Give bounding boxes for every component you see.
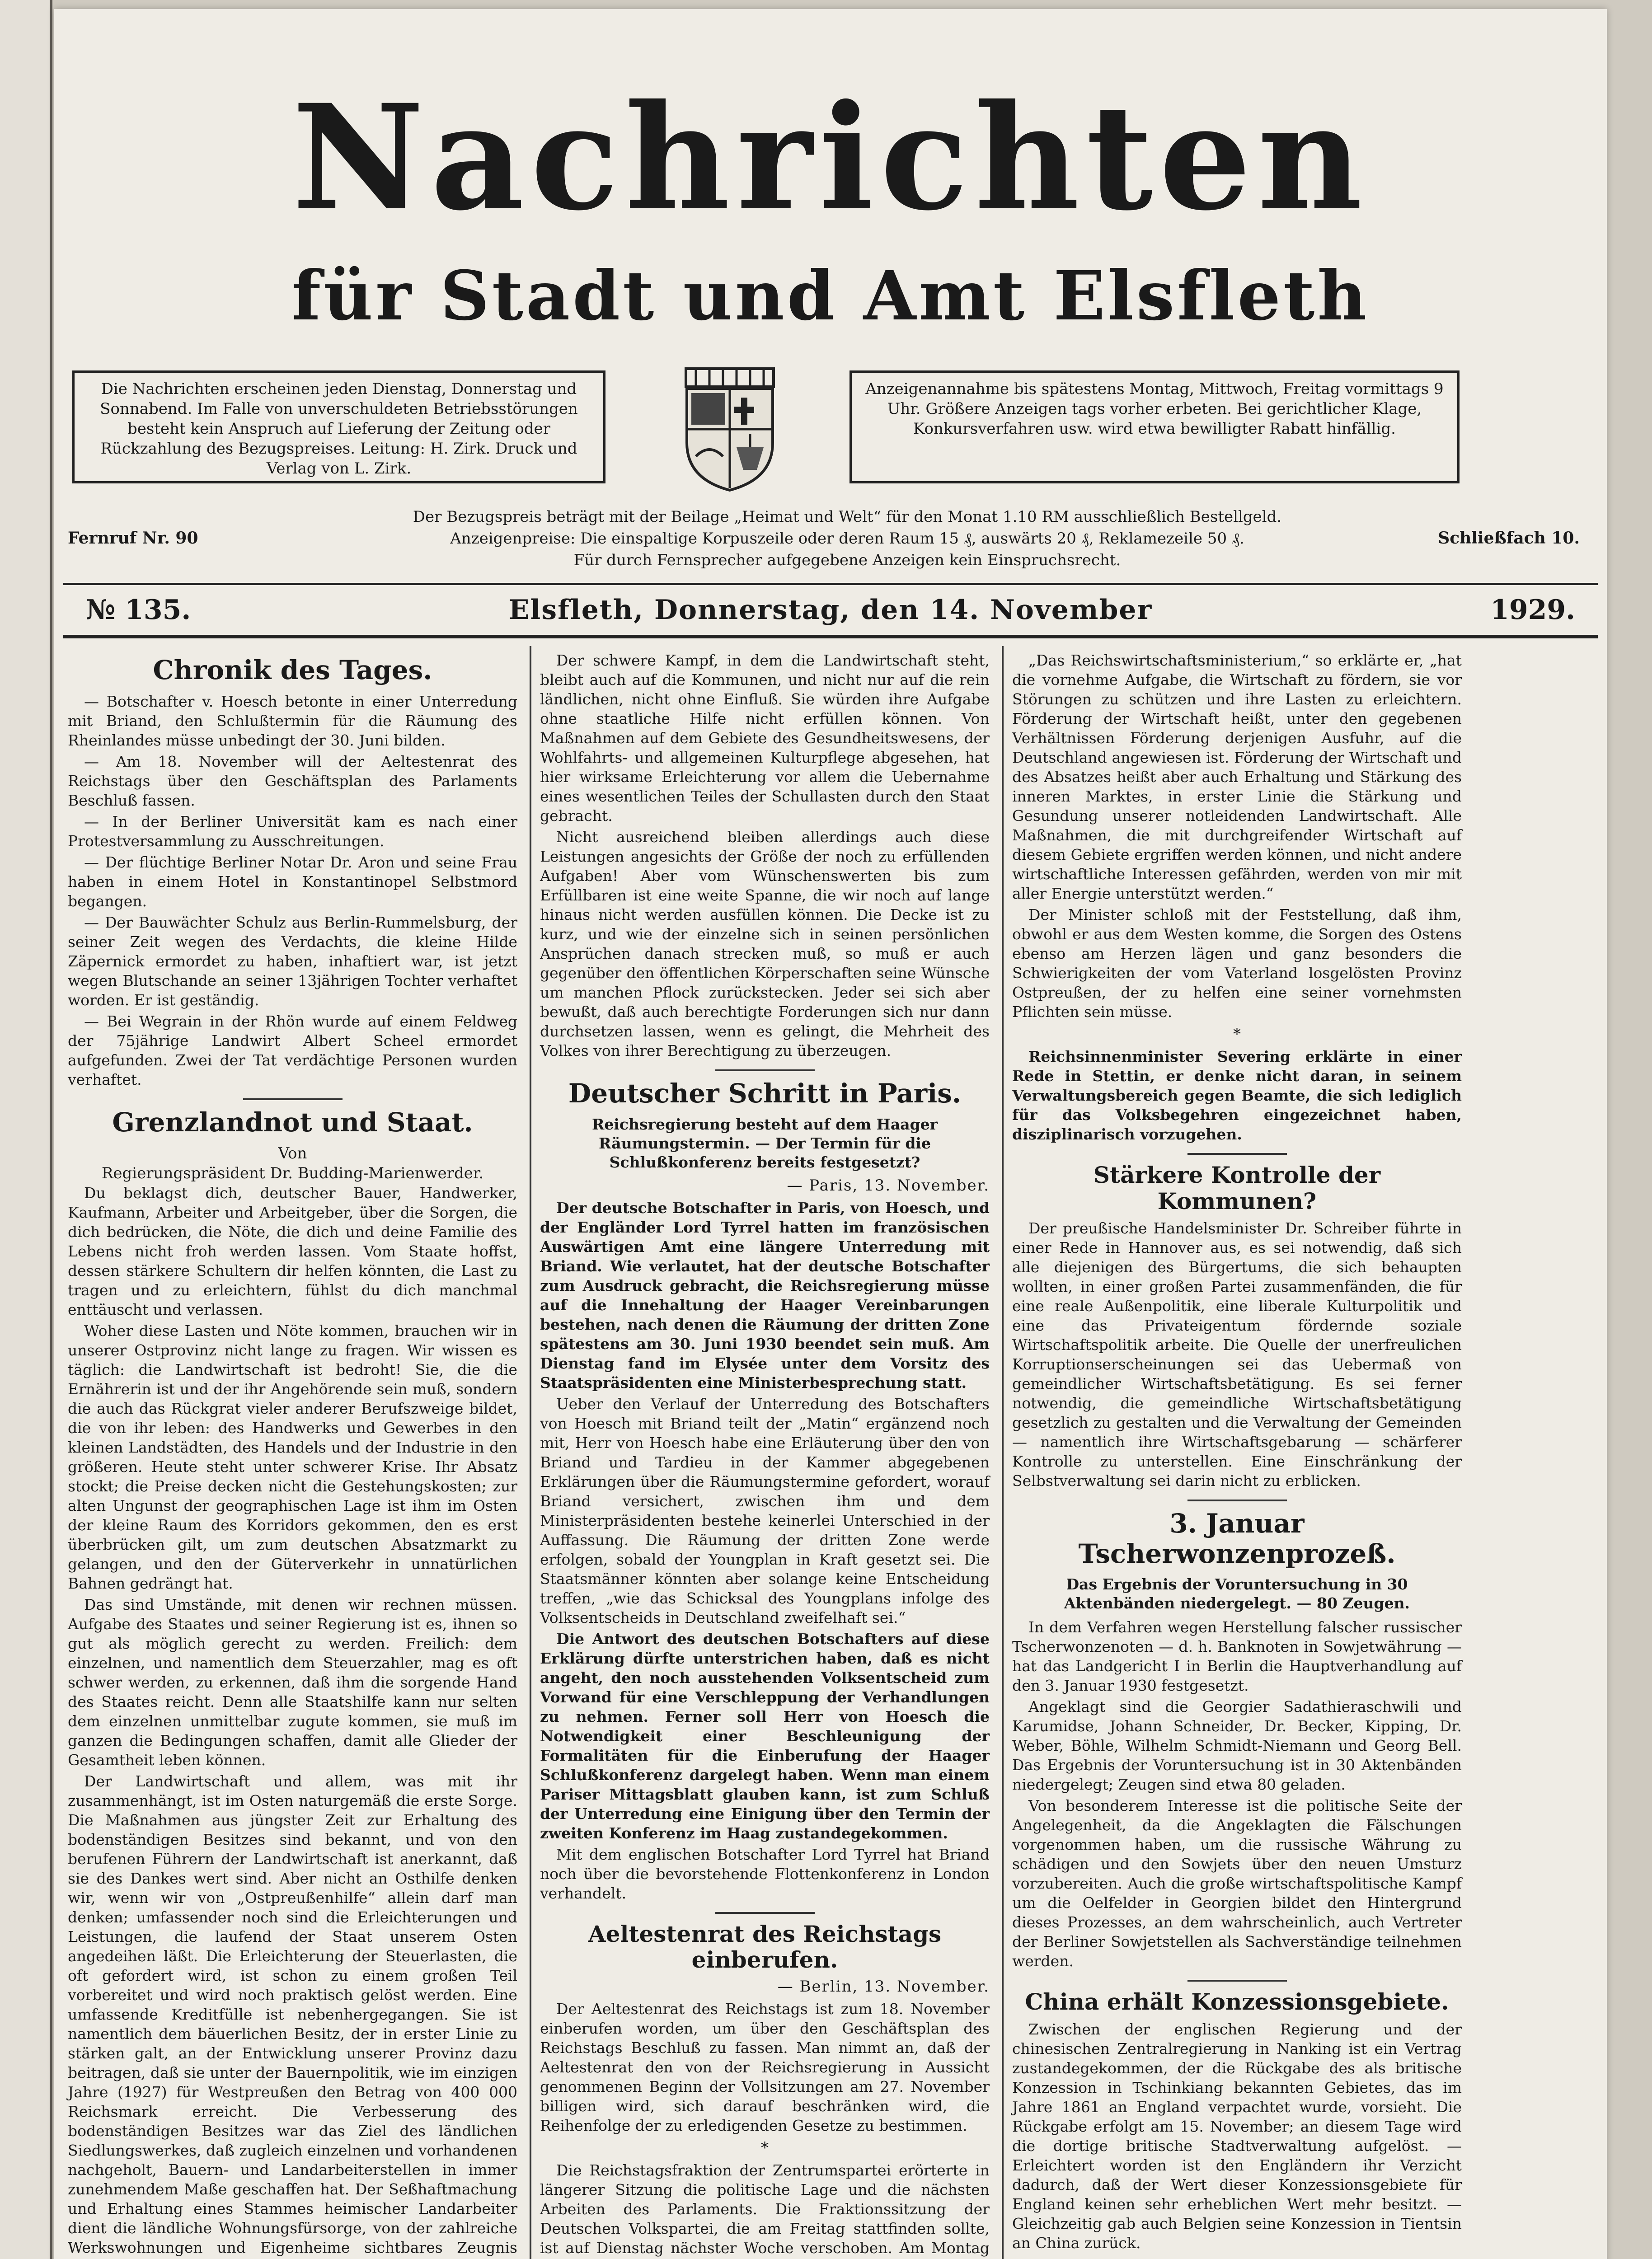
article-paragraph: In dem Verfahren wegen Herstellung falscher russischer Tscherwonzenoten — d. h. Banknoten in Sowjetwährung — hat das Landgericht I in Berlin die Hauptverhandlung auf den 3. Januar 1930 festgesetzt.	[1012, 1618, 1462, 1695]
article-dateline: — Berlin, 13. November.	[777, 1977, 990, 1996]
section-divider	[1187, 1980, 1287, 1982]
adjacent-page-edge	[0, 0, 52, 2259]
column-1	[68, 651, 517, 2259]
article-paragraph: Nicht ausreichend bleiben allerdings auch diese Leistungen angesichts der Größe der noch zu erfüllenden Aufgaben! Aber vom Wünschenswerten bis zum Erfüllbaren ist eine weite Spanne, die wir noch auf lange hinaus nicht werden ausfüllen können. Die Decke ist zu kurz, und wie der einzelne sich in seinen persönlichen Ansprüchen danach strecken muß, so muß er auch gegenüber den öffentlichen Körperschaften seine Wünsche um manchen Pflock zurückstecken. Jeder sei sich aber bewußt, daß auch berechtigte Forderungen sich nur dann durchsetzen lassen, wenn es gelingt, die Mehrheit des Volkes von ihrer Berechtigung zu überzeugen.	[540, 828, 990, 1059]
news-item: — Der flüchtige Berliner Notar Dr. Aron und seine Frau haben in einem Hotel in Konstantinopel Selbstmord begangen.	[68, 853, 517, 910]
article-paragraph: Zwischen der englischen Regierung und der chinesischen Zentralregierung in Nanking ist ein Vertrag zustandegekommen, der die Rückgabe des als britische Konzession in Tschinkiang bekannten Gebietes, das im Jahre 1861 an England verpachtet wurde, vorsieht. Die Rückgabe erfolgt am 15. November; an diesem Tage wird die dortige britische Stadtverwaltung aufgelöst. — Erleichtert worden ist den Engländern ihr Verzicht dadurch, daß der Wert dieser Konzessionsgebiete für England keinen sehr erheblichen Wert mehr besitzt. — Gleichzeitig gab auch Belgien seine Konzession in Tientsin an China zurück.	[1012, 2020, 1462, 2252]
article-paragraph: Woher diese Lasten und Nöte kommen, brauchen wir in unserer Ostprovinz nicht lange zu fragen. Wir wissen es täglich: die Landwirtschaft ist bedroht! Sie, die die Ernährerin ist und der ihr Angehörende sein muß, sondern die auch das Rückgrat vieler anderer Berufszweige bildet, die von ihr leben: des Handwerks und Gewerbes in den kleinen Landstädten, des Handels und der Industrie in den größeren. Heute steht unter schwerer Krise. Ihr Absatz stockt; die Preise decken nicht die Gestehungskosten; zur alten Ungunst der geographischen Lage ist ihm im Osten der kleine Raum des Korridors gekommen, den es erst überbrücken gilt, um zum deutschen Absatzmarkt zu gelangen, und den der Güterverkehr in unnatürlichen Bahnen gedrängt hat.	[68, 1322, 517, 1593]
publication-info-box: Die Nachrichten erscheinen jeden Dienstag, Donnerstag und Sonnabend. Im Falle von unverschuldeten Betriebsstörungen besteht kein Anspruch auf Lieferung der Zeitung oder Rückzahlung des Bezugspreises. Leitung: H. Zirk. Druck und Verlag von L. Zirk.	[72, 370, 605, 483]
article-paragraph: Die Reichstagsfraktion der Zentrumspartei erörterte in längerer Sitzung die politische Lage und die nächsten Arbeiten des Parlaments. Die Fraktionssitzung der Deutschen Volkspartei, die am Freitag stattfinden sollte, ist auf Dienstag nächster Woche verschoben. Am Montag	[540, 2161, 990, 2257]
issue-number: № 135.	[86, 594, 191, 626]
separator-star: *	[761, 2138, 769, 2157]
po-box: Schließfach 10.	[1438, 529, 1580, 548]
news-item: — Botschafter v. Hoesch betonte in einer Unterredung mit Briand, den Schlußtermin für die Räumung des Rheinlandes müsse unbedingt der 30. Juni bilden.	[68, 692, 517, 749]
issue-date: Elsfleth, Donnerstag, den 14. November	[508, 594, 1153, 626]
subscription-line: Der Bezugspreis beträgt mit der Beilage „Heimat und Welt“ für den Monat 1.10 RM ausschließlich Bestellgeld.	[413, 508, 1282, 526]
column-3	[1012, 651, 1462, 2259]
section-divider	[1187, 1153, 1287, 1155]
section-divider	[715, 1912, 815, 1914]
article-paragraph: Von besonderem Interesse ist die politische Seite der Angelegenheit, da die Angeklagten die Fälschungen vorgenommen haben, um die russische Währung zu schädigen und den Sowjets über den neuen Umsturz vorzubereiten. Auch die große wirtschaftspolitische Kampf um die Oelfelder in Georgien bildet den Hintergrund dieses Prozesses, an dem wahrscheinlich, auch Vertreter der Berliner Sowjetstellen als Sachverständige teilnehmen werden.	[1012, 1797, 1462, 1970]
news-item: — Der Bauwächter Schulz aus Berlin-Rummelsburg, der seiner Zeit wegen des Verdachts, die kleine Hilde Zäpernick ermordet zu haben, inhaftiert war, ist jetzt wegen Blutschande an seiner 13jährigen Tochter verhaftet worden. Er ist geständig.	[68, 913, 517, 1009]
column-divider	[1002, 646, 1004, 2259]
article-headline: China erhält Konzessionsgebiete.	[1025, 1988, 1449, 2015]
article-lede: Reichsregierung besteht auf dem Haager Räumungstermin. — Der Termin für die Schlußkonferenz bereits festgesetzt?	[591, 1115, 938, 1171]
masthead-title: Nachrichten	[292, 73, 1369, 243]
article-paragraph: Angeklagt sind die Georgier Sadathieraschwili und Karumidse, Johann Schneider, Dr. Becker, Kipping, Dr. Weber, Böhle, Wilhelm Schmidt-Niemann und Georg Bell. Das Ergebnis der Voruntersuchung ist in 30 Aktenbänden niedergelegt; Zeugen sind etwa 80 geladen.	[1012, 1698, 1462, 1794]
article-lede: Das Ergebnis der Voruntersuchung in 30 Aktenbänden niedergelegt. — 80 Zeugen.	[1064, 1575, 1410, 1612]
article-paragraph: Reichsinnenminister Severing erklärte in einer Rede in Stettin, er denke nicht daran, in seinem Verwaltungsbereich gegen Beamte, die sich lediglich für das Volksbegehren eingezeichnet haben, disziplinarisch vorzugehen.	[1012, 1048, 1462, 1143]
newspaper-page	[54, 9, 1607, 2259]
header-rule-top	[63, 583, 1598, 585]
article-paragraph: Der schwere Kampf, in dem die Landwirtschaft steht, bleibt auch auf die Kommunen, und nicht nur auf die rein ländlichen, nicht ohne Einfluß. Sie würden ihre Aufgabe ohne staatliche Hilfe nicht erfüllen können. Von Maßnahmen auf dem Gebiete des Gesundheitswesens, der Wohlfahrts- und allgemeinen Kulturpflege abgesehen, hat hier wirksame Erleichterung vor allem die Uebernahme eines wesentlichen Teiles der Schullasten durch den Staat gebracht.	[540, 651, 990, 825]
news-item: — Am 18. November will der Aeltestenrat des Reichstags über den Geschäftsplan des Parlaments Beschluß fassen.	[68, 752, 517, 809]
subscription-prices	[226, 506, 1469, 571]
article-paragraph: Der Minister schloß mit der Feststellung, daß ihm, obwohl er aus dem Westen komme, die Sorgen des Ostens ebenso am Herzen lägen und ganz besonders die Schwierigkeiten der vom Vaterland losgelösten Provinz Ostpreußen, der zu helfen eine seiner vornehmsten Pflichten sein müsse.	[1012, 906, 1462, 1021]
article-paragraph: Der deutsche Botschafter in Paris, von Hoesch, und der Engländer Lord Tyrrel hatten im französischen Auswärtigen Amt eine längere Unterredung mit Briand. Wie verlautet, hat der deutsche Botschafter zum Ausdruck gebracht, die Reichsregierung müsse auf die Innehaltung der Haager Vereinbarungen bestehen, nach denen die Räumung der dritten Zone spätestens am 30. Juni 1930 beendet sein muß. Am Dienstag fand im Elysée unter dem Vorsitz des Staatspräsidenten eine Ministerbesprechung statt.	[540, 1199, 990, 1392]
article-dateline: — Paris, 13. November.	[787, 1176, 990, 1195]
column-2	[540, 651, 990, 2259]
article-author: Regierungspräsident Dr. Budding-Marienwerder.	[101, 1164, 484, 1183]
separator-star: *	[1233, 1025, 1241, 1043]
article-paragraph: Der Landwirtschaft und allem, was mit ihr zusammenhängt, ist im Osten naturgemäß die erste Sorge. Die Maßnahmen aus jüngster Zeit zur Erhaltung des bodenständigen Besitzes sind bekannt, und von den berufenen Führern der Landwirtschaft ist anerkannt, daß sie des Dankes wert sind. Aber nicht an Osthilfe denken wir, wenn wir von „Ostpreußenhilfe“ allein darf man denken; umfassender noch sind die Erleichterungen und Leistungen, die laufend der Staat unserem Osten angedeihen läßt. Die Erleichterung der Steuerlasten, die oft gefordert wird, ist schon zu einem großen Teil vorbereitet und wird noch praktisch gelöst werden. Eine umfassende Kreditfülle ist nebenhergegangen. Sie ist namentlich dem bäuerlichen Besitz, der in erster Linie zu stärken galt, an der Entwicklung unserer Provinz dazu beitragen, daß sie unter der Bauernpolitik, wie im einzigen Jahre (1927) für Westpreußen den Betrag von 400 000 Reichsmark erreicht. Die Verbesserung des bodenständigen Besitzes war das Ziel des ländlichen Siedlungswerkes, daß zugleich einzelnen und vorhandenen nachgeholt, Bauern- und Landarbeiterstellen in immer zunehmendem Maße geschaffen hat. Der Seßhaftmachung und Erhaltung eines Stammes heimischer Landarbeiter dient die ländliche Wohnungsfürsorge, von der zahlreiche Werkswohnungen und Eigenheime sichtbares Zeugnis	[68, 1772, 517, 2257]
article-paragraph: „Das Reichswirtschaftsministerium,“ so erklärte er, „hat die vornehme Aufgabe, die Wirtschaft zu fördern, sie vor Störungen zu schützen und ihre Lasten zu erleichtern. Förderung der Wirtschaft heißt, unter den gegebenen Verhältnissen Förderung derjenigen Ausfuhr, auf die Deutschland angewiesen ist. Förderung der Wirtschaft und des Absatzes heißt aber auch Erhaltung und Stärkung des inneren Marktes, in erster Linie die Stärkung und Gesundung unserer notleidenden Landwirtschaft. Alle Maßnahmen, die mit durchgreifender Wirtschaft auf diesem Gebiete ergriffen werden können, und nicht andere wirtschaftliche Interessen gefährden, werden von mir mit aller Energie unterstützt werden.“	[1012, 651, 1462, 902]
column-divider	[530, 646, 531, 2259]
masthead-subtitle: für Stadt und Amt Elsfleth	[291, 256, 1370, 336]
article-headline: Grenzlandnot und Staat.	[112, 1106, 473, 1138]
phone-ads-line: Für durch Fernsprecher aufgegebene Anzeigen kein Einspruchsrecht.	[573, 551, 1121, 569]
article-headline: Deutscher Schritt in Paris.	[568, 1078, 962, 1109]
ad-prices-line: Anzeigenpreise: Die einspaltige Korpuszeile oder deren Raum 15 ₰, auswärts 20 ₰, Reklamezeile 50 ₰.	[450, 530, 1244, 548]
news-item: — In der Berliner Universität kam es nach einer Protestversammlung zu Ausschreitungen.	[68, 812, 517, 850]
news-item: — Bei Wegrain in der Rhön wurde auf einem Feldweg der 75jährige Landwirt Albert Scheel ermordet aufgefunden. Zwei der Tat verdächtige Personen wurden verhaftet.	[68, 1012, 517, 1088]
section-divider	[1187, 1500, 1287, 1501]
article-headline: Aeltestenrat des Reichstags einberufen.	[588, 1920, 942, 1973]
article-paragraph: Der Aeltestenrat des Reichstags ist zum 18. November einberufen worden, um über den Geschäftsplan des Reichstags Beschluß zu fassen. Man nimmt an, daß der Aeltestenrat den von der Reichsregierung in Aussicht genommenen Beginn der Vollsitzungen am 27. November billigen wird, sich darauf beschränken wird, die Reihenfolge der zu erledigenden Gesetze zu bestimmen.	[540, 2000, 990, 2134]
article-paragraph: Die Antwort des deutschen Botschafters auf diese Erklärung dürfte unterstrichen haben, daß es nicht angeht, den noch ausstehenden Volksentscheid zum Vorwand für eine Verschleppung der Verhandlungen zu nehmen. Ferner soll Herr von Hoesch die Notwendigkeit einer Beschleunigung der Formalitäten für die Einberufung der Haager Schlußkonferenz dargelegt haben. Wenn man einem Pariser Mittagsblatt glauben kann, ist zum Schluß der Unterredung eine Einigung über den Termin der zweiten Konferenz im Haag zustandegekommen.	[540, 1630, 990, 1842]
article-headline: Stärkere Kontrolle der Kommunen?	[1093, 1162, 1381, 1214]
author-prefix: Von	[278, 1144, 307, 1163]
article-paragraph: Das sind Umstände, mit denen wir rechnen müssen. Aufgabe des Staates und seiner Regierung ist es, ihnen so gut als möglich gerecht zu werden. Freilich: dem einzelnen, und namentlich dem Steuerzahler, mag es oft schwer werden, zu erkennen, daß ihm die sorgende Hand des Staates reicht. Denn alle Staatshilfe kann nur selten dem einzelnen unmittelbar zugute kommen, sie muß im ganzen die Bedingungen schaffen, damit alle Glieder der Gesamtheit leben können.	[68, 1596, 517, 1769]
article-paragraph: Der preußische Handelsminister Dr. Schreiber führte in einer Rede in Hannover aus, es sei notwendig, daß sich alle diejenigen des Bürgertums, die sich behaupten wollten, in einer großen Partei zusammenfänden, die für eine reale Außenpolitik, eine liberale Kulturpolitik und eine das Privateigentum fördernde soziale Wirtschaftspolitik arbeite. Die Quelle der unerfreulichen Korruptionserscheinungen sei das Uebermaß von gemeindlicher Wirtschaftsbetätigung. Es sei ferner notwendig, die gemeindliche Wirtschaftsbetätigung gesetzlich zu gestalten und die Verwaltung der Gemeinden — namentlich ihre Wirtschaftsgebarung — schärferer Kontrolle zu unterstellen. Eine Einschränkung der Selbstverwaltung sei darin nicht zu erblicken.	[1012, 1219, 1462, 1490]
section-divider	[243, 1098, 343, 1100]
article-headline: Chronik des Tages.	[153, 655, 432, 685]
issue-year: 1929.	[1490, 594, 1575, 626]
ad-acceptance-info-box: Anzeigenannahme bis spätestens Montag, Mittwoch, Freitag vormittags 9 Uhr. Größere Anzeigen tags vorher erbeten. Bei gerichtlicher Klage, Konkursverfahren usw. wird etwa bewilligter Rabatt hinfällig.	[849, 370, 1460, 483]
article-paragraph: Ueber den Verlauf der Unterredung des Botschafters von Hoesch mit Briand teilt der „Matin“ ergänzend noch mit, Herr von Hoesch habe eine Erläuterung über den von Briand und Tardieu in der Kammer abgegebenen Erklärungen über die Räumungstermine gefordert, worauf Briand versichert, zwischen ihm und dem Ministerpräsidenten bestehe keinerlei Unterschied in der Auffassung. Die Räumung der dritten Zone werde erfolgen, sobald der Youngplan in Kraft gesetzt sei. Die Staatsmänner könnten aber solange keine Entscheidung treffen, „wie das Schicksal des Youngplans infolge des Volksentscheids in Deutschland zweifelhaft sei.“	[540, 1395, 990, 1626]
article-paragraph: Mit dem englischen Botschafter Lord Tyrrel hat Briand noch über die bevorstehende Flottenkonferenz in London verhandelt.	[540, 1845, 990, 1902]
elsfleth-crest-icon	[682, 366, 777, 492]
header-rule-bottom	[63, 635, 1598, 638]
section-divider	[715, 1069, 815, 1071]
phone-number: Fernruf Nr. 90	[68, 529, 198, 548]
article-headline: 3. Januar Tscherwonzenprozeß.	[1078, 1508, 1396, 1569]
article-paragraph: Du beklagst dich, deutscher Bauer, Handwerker, Kaufmann, Arbeiter und Arbeitgeber, über die Sorgen, die dich bedrücken, die Nöte, die dich und deine Familie des Lebens nicht froh werden lassen. Vom Staate hoffst, dessen stärkere Schultern dir helfen könnten, die Last zu tragen und zu erleichtern, fühlst du dich manchmal enttäuscht und verlassen.	[68, 1184, 517, 1319]
